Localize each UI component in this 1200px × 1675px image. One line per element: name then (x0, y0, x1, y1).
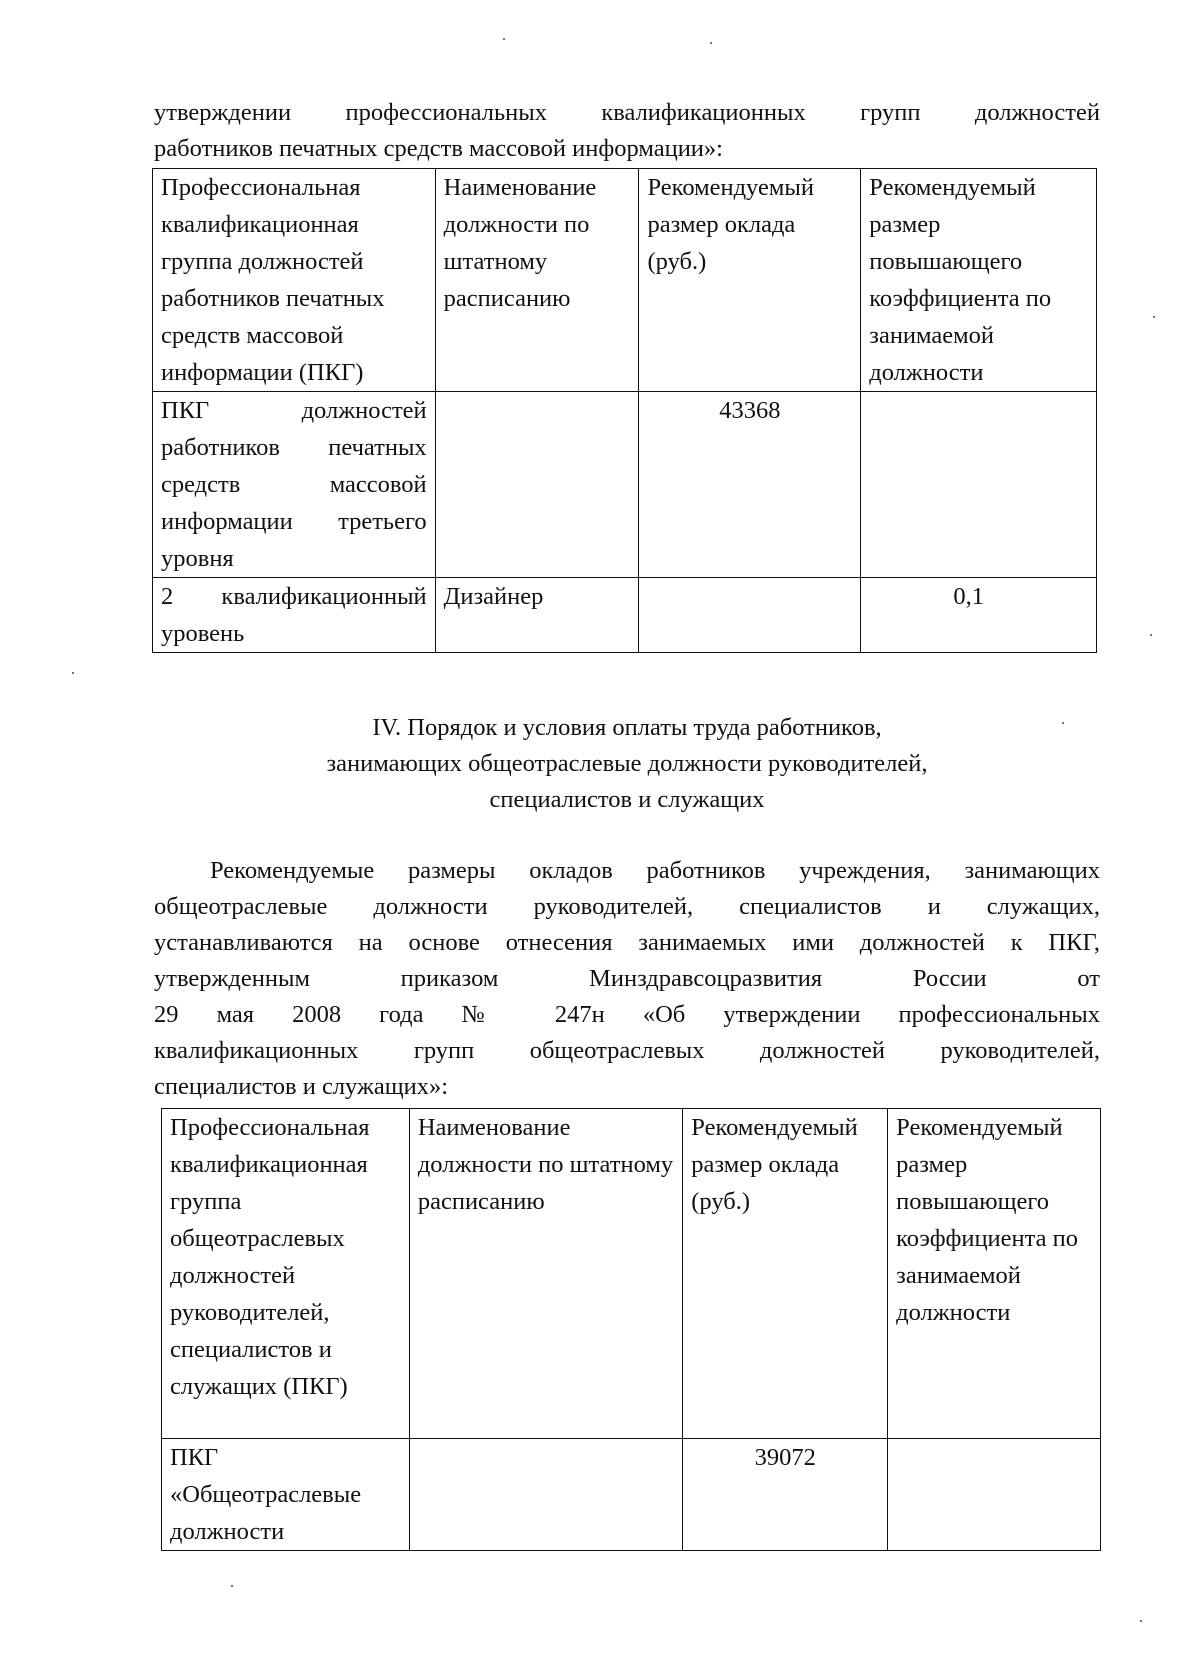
paragraph-line: устанавливаются на основе отнесения занимаемых ими должностей к ПКГ, (154, 929, 1100, 956)
header-cell-salary: Рекомендуемый размер оклада (руб.) (639, 169, 861, 392)
scan-speck (72, 672, 74, 674)
header-cell-pkg: Профессиональная квалификационная группа должностей работников печатных средств массовой информации (ПКГ) (153, 169, 436, 392)
heading-line: IV. Порядок и условия оплаты труда работников, (372, 714, 882, 741)
paragraph-line: общеотраслевые должности руководителей, специалистов и служащих, (154, 893, 1100, 920)
scan-speck (710, 42, 712, 44)
intro-line: работников печатных средств массовой информации»: (154, 135, 723, 162)
paragraph-line: утвержденным приказом Минздравсоцразвития России от (154, 965, 1100, 992)
cell-position (409, 1439, 682, 1551)
table-row (162, 1439, 1101, 1551)
scan-speck (1140, 1620, 1142, 1622)
scan-speck (1062, 722, 1064, 724)
section-paragraph (154, 853, 1100, 1105)
cell-coefficient (861, 392, 1097, 578)
scan-speck (231, 1585, 233, 1587)
header-cell-pkg: Профессиональная квалификационная группа общеотраслевых должностей руководителей, специалистов и служащих (ПКГ) (162, 1109, 410, 1439)
heading-line: специалистов и служащих (489, 786, 765, 813)
section-heading (154, 710, 1100, 818)
cell-position: Дизайнер (435, 578, 639, 653)
heading-line: занимающих общеотраслевые должности руководителей, (326, 750, 928, 777)
table-pkg-general-positions (161, 1108, 1101, 1551)
header-cell-position: Наименование должности по штатному расписанию (435, 169, 639, 392)
cell-coefficient: 0,1 (861, 578, 1097, 653)
paragraph-line: Рекомендуемые размеры окладов работников учреждения, занимающих (210, 857, 1100, 884)
scan-speck (503, 38, 505, 40)
table-pkg-print-media (152, 168, 1097, 653)
cell-pkg: ПКГ должностей работников печатных средств массовой информации третьего уровня (153, 392, 436, 578)
cell-position (435, 392, 639, 578)
table-header-row (153, 169, 1097, 392)
cell-coefficient (888, 1439, 1101, 1551)
intro-line: утверждении профессиональных квалификационных групп должностей (154, 99, 1100, 126)
header-cell-coefficient: Рекомендуемый размер повышающего коэффициента по занимаемой должности (888, 1109, 1101, 1439)
cell-salary: 39072 (683, 1439, 888, 1551)
table-header-row (162, 1109, 1101, 1439)
scan-speck (1153, 316, 1155, 318)
table-row (153, 392, 1097, 578)
paragraph-line: 29 мая 2008 года № 247н «Об утверждении профессиональных (154, 1001, 1100, 1028)
cell-pkg: ПКГ «Общеотраслевые должности (162, 1439, 410, 1551)
header-cell-salary: Рекомендуемый размер оклада (руб.) (683, 1109, 888, 1439)
paragraph-line: квалификационных групп общеотраслевых должностей руководителей, (154, 1037, 1100, 1064)
scan-speck (1150, 634, 1152, 636)
header-cell-coefficient: Рекомендуемый размер повышающего коэффициента по занимаемой должности (861, 169, 1097, 392)
cell-pkg: 2 квалификационный уровень (153, 578, 436, 653)
paragraph-line: специалистов и служащих»: (154, 1073, 449, 1100)
cell-salary: 43368 (639, 392, 861, 578)
cell-salary (639, 578, 861, 653)
header-cell-position: Наименование должности по штатному расписанию (409, 1109, 682, 1439)
intro-paragraph (154, 95, 1100, 167)
table-row (153, 578, 1097, 653)
